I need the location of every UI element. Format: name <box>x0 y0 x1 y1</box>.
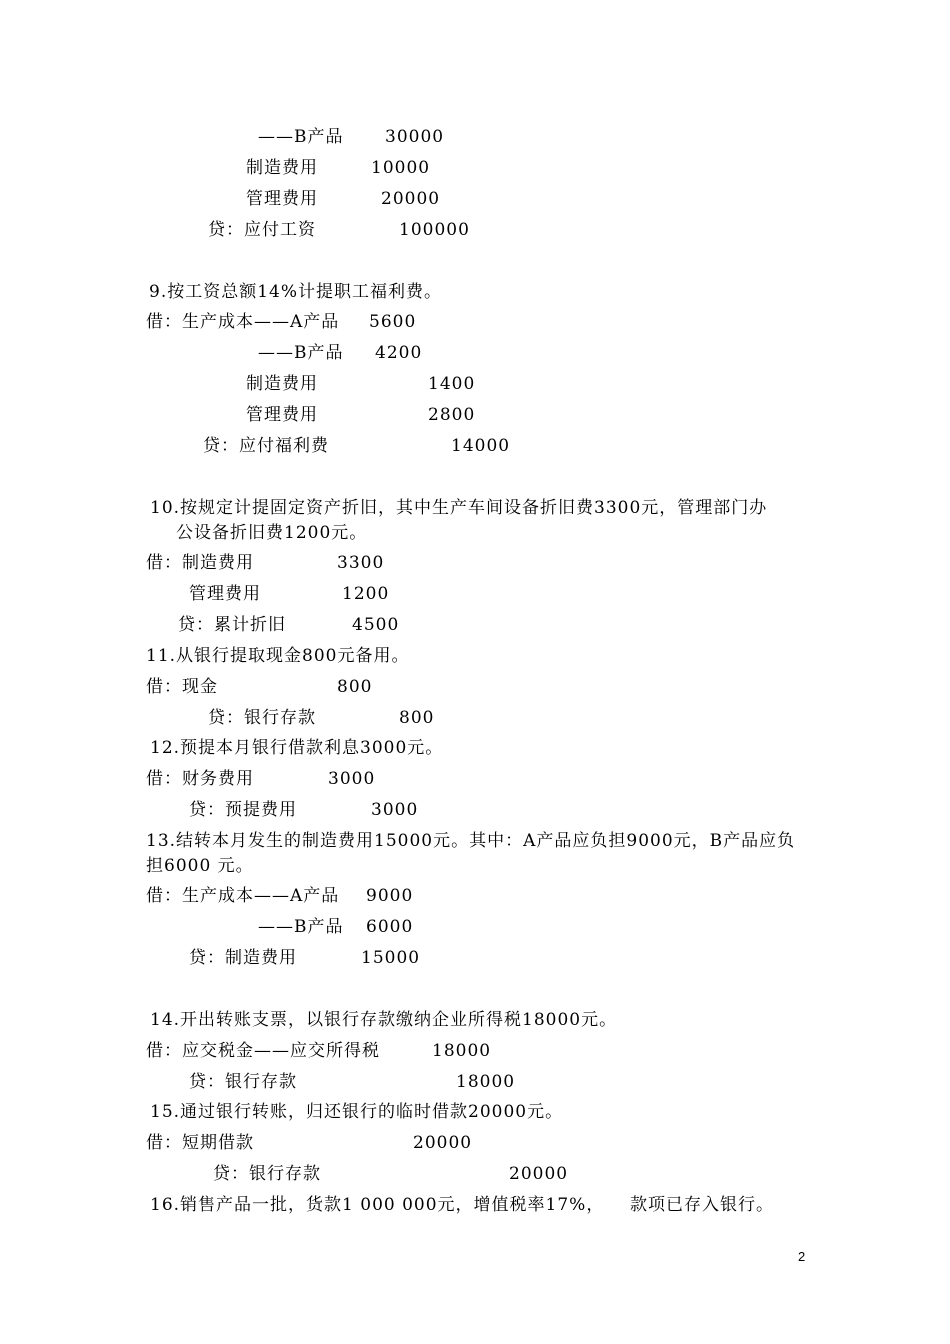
page-number: 2 <box>798 1249 806 1264</box>
entry15-debit-amount: 20000 <box>413 1133 473 1153</box>
entry10-admin-amount: 1200 <box>342 584 390 604</box>
entry14-debit-label: 借：应交税金——应交所得税 <box>146 1041 380 1061</box>
entry11-credit-label: 贷：银行存款 <box>208 708 316 728</box>
continuation-credit-label: 贷：应付工资 <box>208 220 316 240</box>
entry9-admin-amount: 2800 <box>428 405 476 425</box>
entry9-debit-a-label: 借：生产成本——A产品 <box>146 312 340 332</box>
entry12-debit-amount: 3000 <box>328 769 376 789</box>
entry14-debit-amount: 18000 <box>432 1041 492 1061</box>
entry12-title: 12.预提本月银行借款利息3000元。 <box>150 738 444 758</box>
entry15-credit-amount: 20000 <box>509 1164 569 1184</box>
entry12-credit-label: 贷：预提费用 <box>189 800 297 820</box>
entry13-credit-amount: 15000 <box>361 948 421 968</box>
entry15-credit-label: 贷：银行存款 <box>213 1164 321 1184</box>
entry12-debit-label: 借：财务费用 <box>146 769 254 789</box>
continuation-debit-b-label: ——B产品 <box>258 127 344 147</box>
entry9-debit-b-label: ——B产品 <box>258 343 344 363</box>
continuation-credit-amount: 100000 <box>399 220 470 240</box>
entry15-title: 15.通过银行转账，归还银行的临时借款20000元。 <box>150 1102 564 1122</box>
entry10-title-line1: 10.按规定计提固定资产折旧，其中生产车间设备折旧费3300元，管理部门办 <box>150 498 768 518</box>
entry14-credit-label: 贷：银行存款 <box>189 1072 297 1092</box>
continuation-overhead-label: 制造费用 <box>246 158 318 178</box>
continuation-debit-b-amount: 30000 <box>385 127 445 147</box>
entry14-title: 14.开出转账支票，以银行存款缴纳企业所得税18000元。 <box>150 1010 618 1030</box>
entry9-overhead-amount: 1400 <box>428 374 476 394</box>
entry10-credit-label: 贷：累计折旧 <box>178 615 286 635</box>
entry10-admin-label: 管理费用 <box>189 584 261 604</box>
entry9-overhead-label: 制造费用 <box>246 374 318 394</box>
entry10-credit-amount: 4500 <box>352 615 400 635</box>
entry9-credit-label: 贷：应付福利费 <box>203 436 329 456</box>
entry9-title: 9.按工资总额14%计提职工福利费。 <box>149 282 443 302</box>
entry10-title-line2: 公设备折旧费1200元。 <box>176 523 368 543</box>
entry13-title-line2: 担6000 元。 <box>146 856 254 876</box>
entry11-credit-amount: 800 <box>399 708 435 728</box>
entry11-debit-amount: 800 <box>337 677 373 697</box>
entry14-credit-amount: 18000 <box>456 1072 516 1092</box>
entry12-credit-amount: 3000 <box>371 800 419 820</box>
entry15-debit-label: 借：短期借款 <box>146 1133 254 1153</box>
entry13-debit-b-label: ——B产品 <box>258 917 344 937</box>
entry9-debit-b-amount: 4200 <box>375 343 423 363</box>
continuation-admin-label: 管理费用 <box>246 189 318 209</box>
entry11-debit-label: 借：现金 <box>146 677 218 697</box>
entry16-title: 16.销售产品一批，货款1 000 000元，增值税率17%， 款项已存入银行。 <box>150 1195 774 1215</box>
continuation-admin-amount: 20000 <box>381 189 441 209</box>
entry11-title: 11.从银行提取现金800元备用。 <box>146 646 410 666</box>
entry13-debit-a-label: 借：生产成本——A产品 <box>146 886 340 906</box>
entry10-debit-amount: 3300 <box>337 553 385 573</box>
entry13-title-line1: 13.结转本月发生的制造费用15000元。其中：A产品应负担9000元，B产品应负 <box>146 831 796 851</box>
entry13-debit-b-amount: 6000 <box>366 917 414 937</box>
entry13-credit-label: 贷：制造费用 <box>189 948 297 968</box>
entry10-debit-label: 借：制造费用 <box>146 553 254 573</box>
continuation-overhead-amount: 10000 <box>371 158 431 178</box>
entry13-debit-a-amount: 9000 <box>366 886 414 906</box>
entry9-debit-a-amount: 5600 <box>369 312 417 332</box>
entry9-credit-amount: 14000 <box>451 436 511 456</box>
entry9-admin-label: 管理费用 <box>246 405 318 425</box>
